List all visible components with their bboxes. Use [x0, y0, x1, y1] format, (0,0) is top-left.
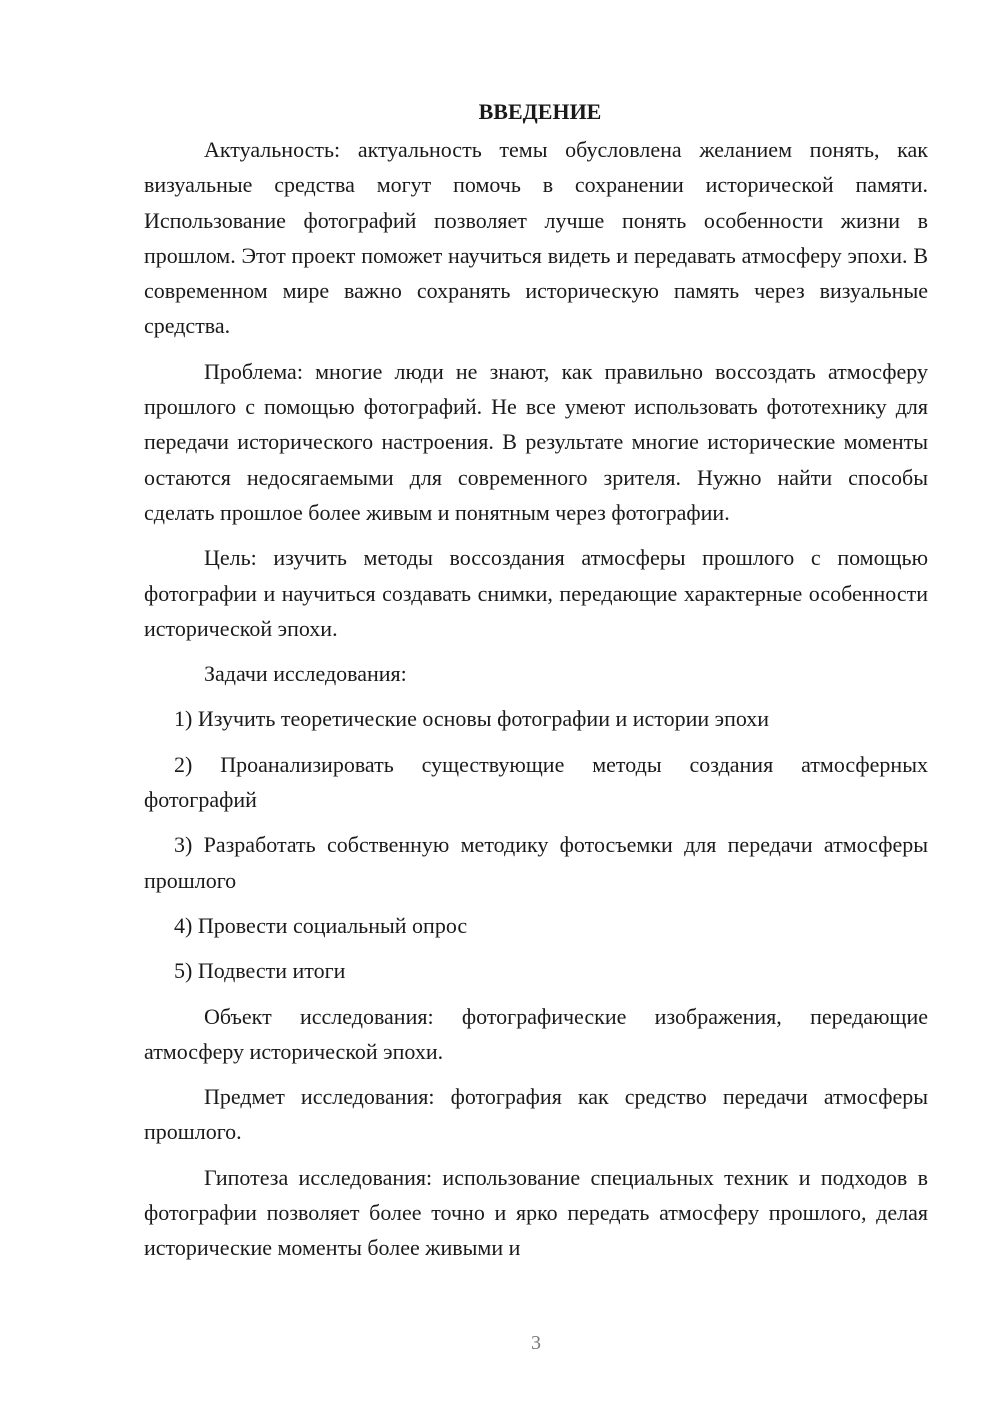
task-item: 5) Подвести итоги — [174, 958, 346, 984]
object-paragraph: Объект исследования: фотографические изображения, передающие атмосферу исторической эпохи. — [144, 1003, 928, 1064]
task-item: 2) Проанализировать существующие методы создания атмосферных фотографий — [144, 751, 928, 813]
goal-paragraph: Цель: изучить методы воссоздания атмосферы прошлого с помощью фотографии и научиться создавать снимки, передающие характерные особенности исторической эпохи. — [144, 545, 928, 641]
subject-paragraph: Предмет исследования: фотография как средство передачи атмосферы прошлого. — [144, 1084, 928, 1145]
hypothesis-paragraph: Гипотеза исследования: использование специальных техник и подходов в фотографии позволяет более точно и ярко передать атмосферу прошлого, делая исторические моменты более живыми и — [144, 1164, 928, 1261]
page-number: 3 — [531, 1332, 541, 1354]
problem-paragraph: Проблема: многие люди не знают, как правильно воссоздать атмосферу прошлого с помощью фотографий. Не все умеют использовать фототехнику для передачи исторического настроения. В результате многие исторические моменты остаются недосягаемыми для современного зрителя. Нужно найти способы сделать прошлое более живым и понятным через фотографии. — [144, 358, 928, 525]
relevance-paragraph: Актуальность: актуальность темы обусловлена желанием понять, как визуальные средства могут помочь в сохранении исторической памяти. Использование фотографий позволяет лучше понять особенности жизни в прошлом. Этот проект поможет научиться видеть и передавать атмосферу эпохи. В современном мире важно сохранять историческую память через визуальные средства. — [144, 137, 928, 339]
task-item: 1) Изучить теоретические основы фотографии и истории эпохи — [174, 706, 770, 732]
section-heading: ВВЕДЕНИЕ — [478, 99, 602, 124]
task-item: 3) Разработать собственную методику фотосъемки для передачи атмосферы прошлого — [144, 832, 928, 893]
task-item: 4) Провести социальный опрос — [174, 912, 468, 938]
page-body — [144, 94, 928, 1276]
tasks-heading: Задачи исследования: — [204, 661, 407, 687]
